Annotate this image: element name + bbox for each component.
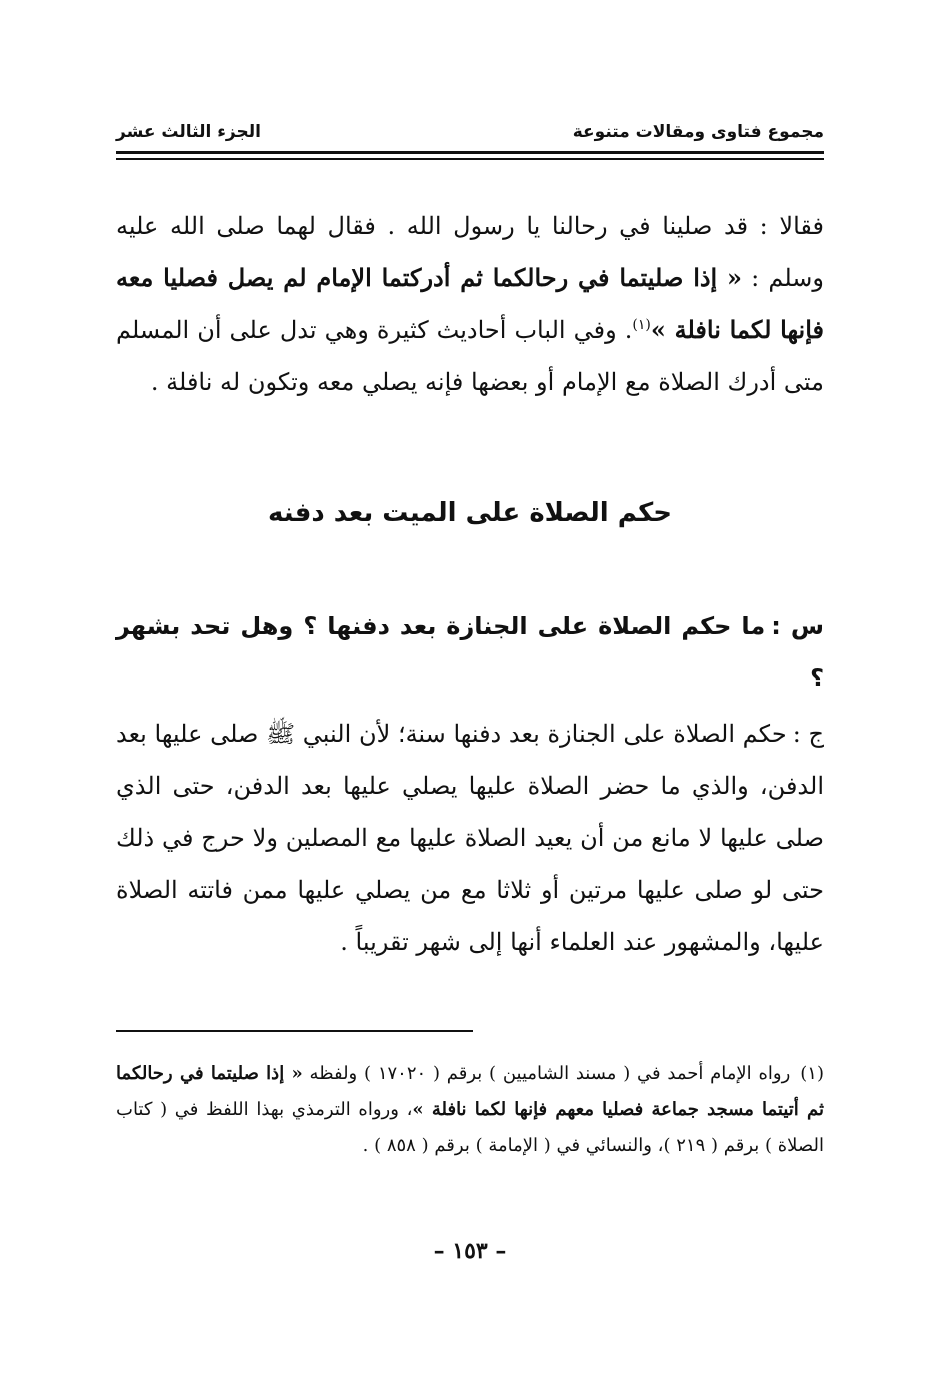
footnote-reference: (١) <box>632 317 651 333</box>
answer-text: حكم الصلاة على الجنازة بعد دفنها سنة؛ لأن النبي ﷺ صلى عليها بعد الدفن، والذي ما حضر الصلاة عليها يصلي عليها بعد الدفن، حتى الذي صلى عليها لا مانع من أن يعيد الصلاة عليها مع المصلين ولا حرج في ذلك حتى لو صلى عليها مرتين أو ثلاثا مع من يصلي عليها ممن فاتته الصلاة عليها، والمشهور عند العلماء أنها إلى شهر تقريباً . <box>116 720 824 956</box>
hadith-quote: « إذا صليتما في رحالكما ثم أدركتما الإمام لم يصل فصليا معه فإنها لكما نافلة » <box>116 263 825 344</box>
section-title: حكم الصلاة على الميت بعد دفنه <box>267 498 672 528</box>
footnote-separator <box>116 1030 473 1032</box>
footnote-quote: « إذا صليتما في رحالكما ثم أتيتما مسجد جماعة فصليا معهم فإنها لكما نافلة » <box>116 1063 824 1120</box>
page-number: – ١٥٣ – <box>433 1238 507 1264</box>
answer-block <box>116 708 824 968</box>
footnote-text-1: رواه الإمام أحمد في ( مسند الشاميين ) برقم ( ١٧٠٢٠ ) ولفظه <box>302 1063 791 1084</box>
intro-text-1: فقالا : قد صلينا في رحالنا يا رسول الله . فقال لهما صلى الله عليه وسلم : <box>116 212 824 292</box>
book-page <box>116 112 824 1292</box>
question-marker: س : <box>771 612 824 640</box>
header-rule-thin <box>116 158 824 160</box>
intro-text-2: . وفي الباب أحاديث كثيرة وهي تدل على أن المسلم متى أدرك الصلاة مع الإمام أو بعضها فإنه يصلي معه وتكون له نافلة . <box>116 316 824 396</box>
footnote <box>116 1056 824 1164</box>
book-title: مجموع فتاوى ومقالات متنوعة <box>572 122 824 142</box>
question-text: ما حكم الصلاة على الجنازة بعد دفنها ؟ وهل تحد بشهر ؟ <box>116 612 824 692</box>
question-block <box>116 600 824 704</box>
intro-paragraph <box>116 200 824 408</box>
running-header <box>116 122 824 152</box>
footnote-number: (١) <box>800 1063 824 1084</box>
volume-label: الجزء الثالث عشر <box>116 122 261 142</box>
header-rule-thick <box>116 151 824 154</box>
answer-marker: ج : <box>792 720 824 748</box>
footnote-text-2: ، ورواه الترمذي بهذا اللفظ في ( كتاب الصلاة ) برقم ( ٢١٩ )، والنسائي في ( الإمامة ) برقم ( ٨٥٨ ) . <box>116 1099 824 1156</box>
